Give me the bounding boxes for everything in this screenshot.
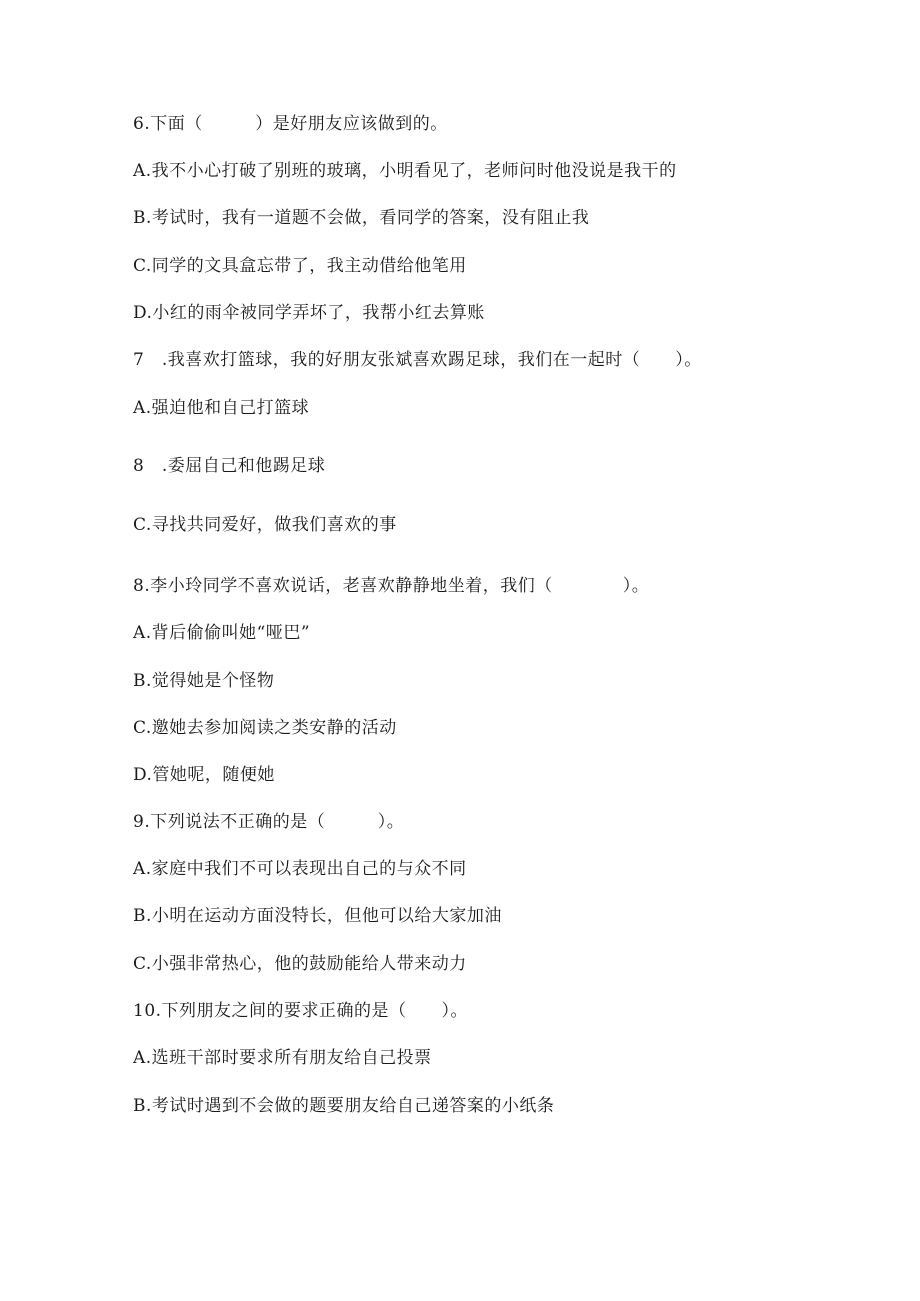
option-d: D.小红的雨伞被同学弄坏了，我帮小红去算账	[133, 303, 485, 323]
option-b: 8 .委屈自己和他踢足球	[133, 456, 326, 476]
question-stem: 10.下列朋友之间的要求正确的是（ ）。	[133, 1001, 469, 1021]
option-c: C.寻找共同爱好，做我们喜欢的事	[133, 515, 397, 535]
option-a: A.强迫他和自己打篮球	[133, 398, 310, 418]
option-a: A.我不小心打破了别班的玻璃，小明看见了，老师问时他没说是我干的	[133, 161, 677, 181]
option-a: A.背后偷偷叫她“哑巴”	[133, 623, 311, 643]
option-a: A.家庭中我们不可以表现出自己的与众不同	[133, 859, 467, 879]
question-stem: 7 .我喜欢打篮球，我的好朋友张斌喜欢踢足球，我们在一起时（ ）。	[133, 350, 702, 370]
option-d: D.管她呢，随便她	[133, 765, 275, 785]
question-stem: 8.李小玲同学不喜欢说话，老喜欢静静地坐着，我们（ ）。	[133, 576, 650, 596]
option-b: B.觉得她是个怪物	[133, 671, 275, 691]
option-a: A.选班干部时要求所有朋友给自己投票	[133, 1048, 432, 1068]
option-c: C.小强非常热心，他的鼓励能给人带来动力	[133, 954, 467, 974]
option-c: C.同学的文具盒忘带了，我主动借给他笔用	[133, 256, 467, 276]
option-b: B.考试时遇到不会做的题要朋友给自己递答案的小纸条	[133, 1096, 555, 1116]
option-b: B.考试时，我有一道题不会做，看同学的答案，没有阻止我	[133, 208, 590, 228]
question-stem: 6.下面（ ）是好朋友应该做到的。	[133, 114, 448, 134]
option-c: C.邀她去参加阅读之类安静的活动	[133, 718, 397, 738]
option-b: B.小明在运动方面没特长，但他可以给大家加油	[133, 906, 502, 926]
question-stem: 9.下列说法不正确的是（ ）。	[133, 812, 405, 832]
